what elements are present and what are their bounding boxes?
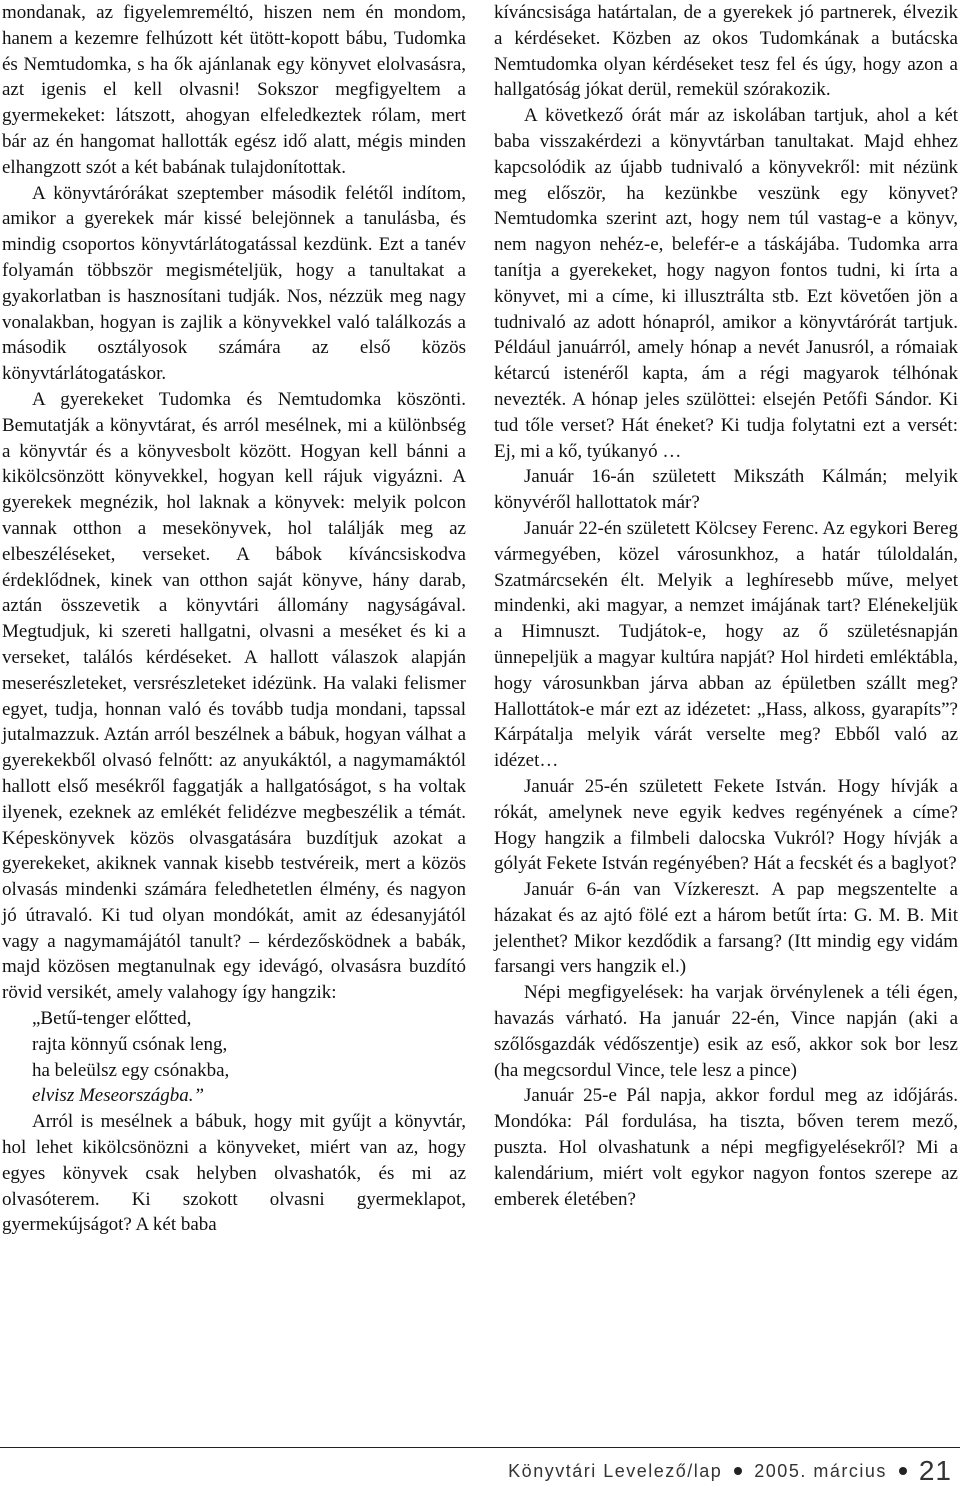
- publication-title: Könyvtári Levelező/lap: [508, 1460, 723, 1481]
- poem-line: elvisz Meseországba.”: [32, 1085, 205, 1107]
- paragraph: A következő órát már az iskolában tartjuk, ahol a két baba visszakérdezi a könyvtárban tanultakat. Majd ehhez kapcsolódik az újabb tudnivaló a könyvekről: mit nézünk meg először, ha kezünkbe veszünk egy könyvet? Nemtudomka szerint azt, hogy nem túl vastag-e a könyv, nem nagyon nehéz-e, belefér-e a táskájába. Tudomka arra tanítja a gyerekeket, hogy nagyon fontos tudni, ki írta a könyvet, mi a címe, ki illusztrálta stb. Ezt követően jön a tudnivaló az adott hónapról, amikor a könyvtárórát tartjuk. Például januárról, amely hónap a nevét Janusról, a rómaiak kétarcú istenéről kapta, ám a régi magyarok télhónak nevezték. A hónap jeles szülöttei: elsején Petőfi Sándor. Ki tud tőle verset? Hát éneket? Ki tudja folytatni ezt a versét: Ej, mi a kő, tyúkanyó …: [494, 105, 958, 462]
- right-column: [494, 0, 958, 1212]
- paragraph: kíváncsisága határtalan, de a gyerekek jó partnerek, élvezik a kérdéseket. Közben az okos Tudomkának a butácska Nemtudomka olyan kérdéseket tesz fel és úgy, hogy azon a hallgatóság jókat derül, remekül szórakozik.: [494, 2, 958, 101]
- paragraph: Népi megfigyelések: ha varjak örvénylenek a téli égen, havazás várható. Ha január 22-én, Vince napján (aki a szőlősgazdák védőszentje) esik az eső, akkor sok bor lesz (ha megcsordul Vince, tele lesz a pince): [494, 982, 958, 1081]
- page-number: 21: [918, 1455, 952, 1486]
- poem-line: „Betű-tenger előtted,: [32, 1008, 192, 1030]
- paragraph: Január 16-án született Mikszáth Kálmán; melyik könyvéről hallottatok már?: [494, 466, 958, 514]
- paragraph: A könyvtárórákat szeptember második felétől indítom, amikor a gyerekek már kissé belejönnek a tanulásba, és mindig csoportos könyvtárlátogatással kezdünk. Ezt a tanév folyamán többször megismételjük, hogy a tanultakat a gyakorlatban is hasznosítani tudják. Nos, nézzük meg nagy vonalakban, hogyan is zajlik a könyvekkel való találkozás a második osztályosok számára az első közös könyvtárlátogatáskor.: [2, 182, 466, 385]
- paragraph: A gyerekeket Tudomka és Nemtudomka köszönti. Bemutatják a könyvtárat, és arról mesélnek, mi a különbség a könyvtár és a könyvesbolt között. Hogyan kell bánni a kikölcsönzött könyvekkel, hogyan kell rájuk vigyázni. A gyerekek megnézik, hol laknak a könyvek: melyik polcon vannak otthon a mesekönyvek, hol találják meg az elbeszéléseket, verseket. A bábok kíváncsiskodva érdeklődnek, kinek van otthon saját könyve, hány darab, aztán összevetik a könyvtári állomány nagyságával. Megtudjuk, ki szereti hallgatni, olvasni a meséket és ki a verseket, találós kérdéseket. A hallott válaszok alapján meserészleteket, versrészleteket idézünk. Ha valaki felismer egyet, tudja, honnan való és tovább tudja mondani, tapssal jutalmazzuk. Aztán arról beszélnek a bábuk, hogyan válhat a gyerekekből olvasó felnőtt: az anyukáktól, a nagymamáktól hallott első mesékről faggatják a hallgatóságot, s ha voltak ilyenek, ezeknek az emlékét felidézve megbeszélik a témát. Képeskönyvek közös olvasgatására buzdítjuk azokat a gyerekeket, akiknek vannak kisebb testvéreik, mert a közös olvasás mindenki számára feledhetetlen élmény, és nagyon jó útravaló. Ki tud olyan mondókát, amit az édesanyjától vagy a nagymamájától tanult? – kérdezősködnek a babák, majd közösen megtanulnak egy idevágó, olvasásra buzdító rövid versikét, amely valahogy így hangzik:: [2, 388, 466, 1004]
- bullet-icon: [899, 1467, 907, 1475]
- paragraph: Január 25-én született Fekete István. Hogy hívják a rókát, amelynek neve egyik kedves regényének a címe? Hogy hangzik a filmbeli dalocska Vukról? Hogy hívják a gólyát Fekete István regényében? Hát a fecskét és a baglyot?: [494, 775, 958, 875]
- footer-rule: [0, 1447, 960, 1448]
- issue-date: 2005. március: [754, 1460, 887, 1481]
- paragraph: Arról is mesélnek a bábuk, hogy mit gyűjt a könyvtár, hol lehet kikölcsönözni a könyveket, miért van az, hogy egyes könyvek csak helyben olvashatók, és mi az olvasóterem. Ki szokott olvasni gyermeklapot, gyermekújságot? A két baba: [2, 1111, 466, 1236]
- page-footer: [508, 1455, 952, 1487]
- paragraph: Január 22-én született Kölcsey Ferenc. Az egykori Bereg vármegyében, közel városunkhoz, a határ túloldalán, Szatmárcsekén élt. Melyik a leghíresebb műve, melyet mindenki, aki magyar, a nemzet imájának tart? Elénekeljük a Himnuszt. Tudjátok-e, hogy az ő születésnapján ünnepeljük a magyar kultúra napját? Hol hirdeti emléktábla, hogy városunkban járva abban az épületben szállt meg? Hallottátok-e már ezt az idézetet: „Hass, alkoss, gyarapíts”? Kárpátalja melyik várát verselte meg? Ebből való az idézet…: [494, 517, 958, 772]
- left-column: [2, 0, 466, 1238]
- poem-line: rajta könnyű csónak leng,: [32, 1033, 228, 1055]
- paragraph: Január 25-e Pál napja, akkor fordul meg az időjárás. Mondóka: Pál fordulása, ha tiszta, bőven terem mező, puszta. Hol olvashatunk a népi megfigyelésekről? Mi a kalendárium, miért volt egykor nagyon fontos szerepe az emberek életében?: [494, 1085, 958, 1210]
- paragraph: mondanak, az figyelemreméltó, hiszen nem én mondom, hanem a kezemre felhúzott két ütött-kopott bábu, Tudomka és Nemtudomka, s ha ők ajánlanak egy könyvet elolvasásra, azt igenis el kell olvasni! Sokszor megfigyeltem a gyermekeket: látszott, ahogyan elfeledkeztek rólam, mert bár az én hangomat hallották egész idő alatt, mégis minden elhangzott szót a két babának tulajdonítottak.: [2, 2, 466, 178]
- paragraph: Január 6-án van Vízkereszt. A pap megszentelte a házakat és az ajtó fölé ezt a három betűt írta: G. M. B. Mit jelenthet? Mikor kezdődik a farsang? (Itt mindig egy vidám farsangi vers hangzik el.): [494, 879, 958, 978]
- poem-line: ha beleülsz egy csónakba,: [32, 1059, 230, 1081]
- poem: [32, 1006, 466, 1109]
- bullet-icon: [734, 1467, 742, 1475]
